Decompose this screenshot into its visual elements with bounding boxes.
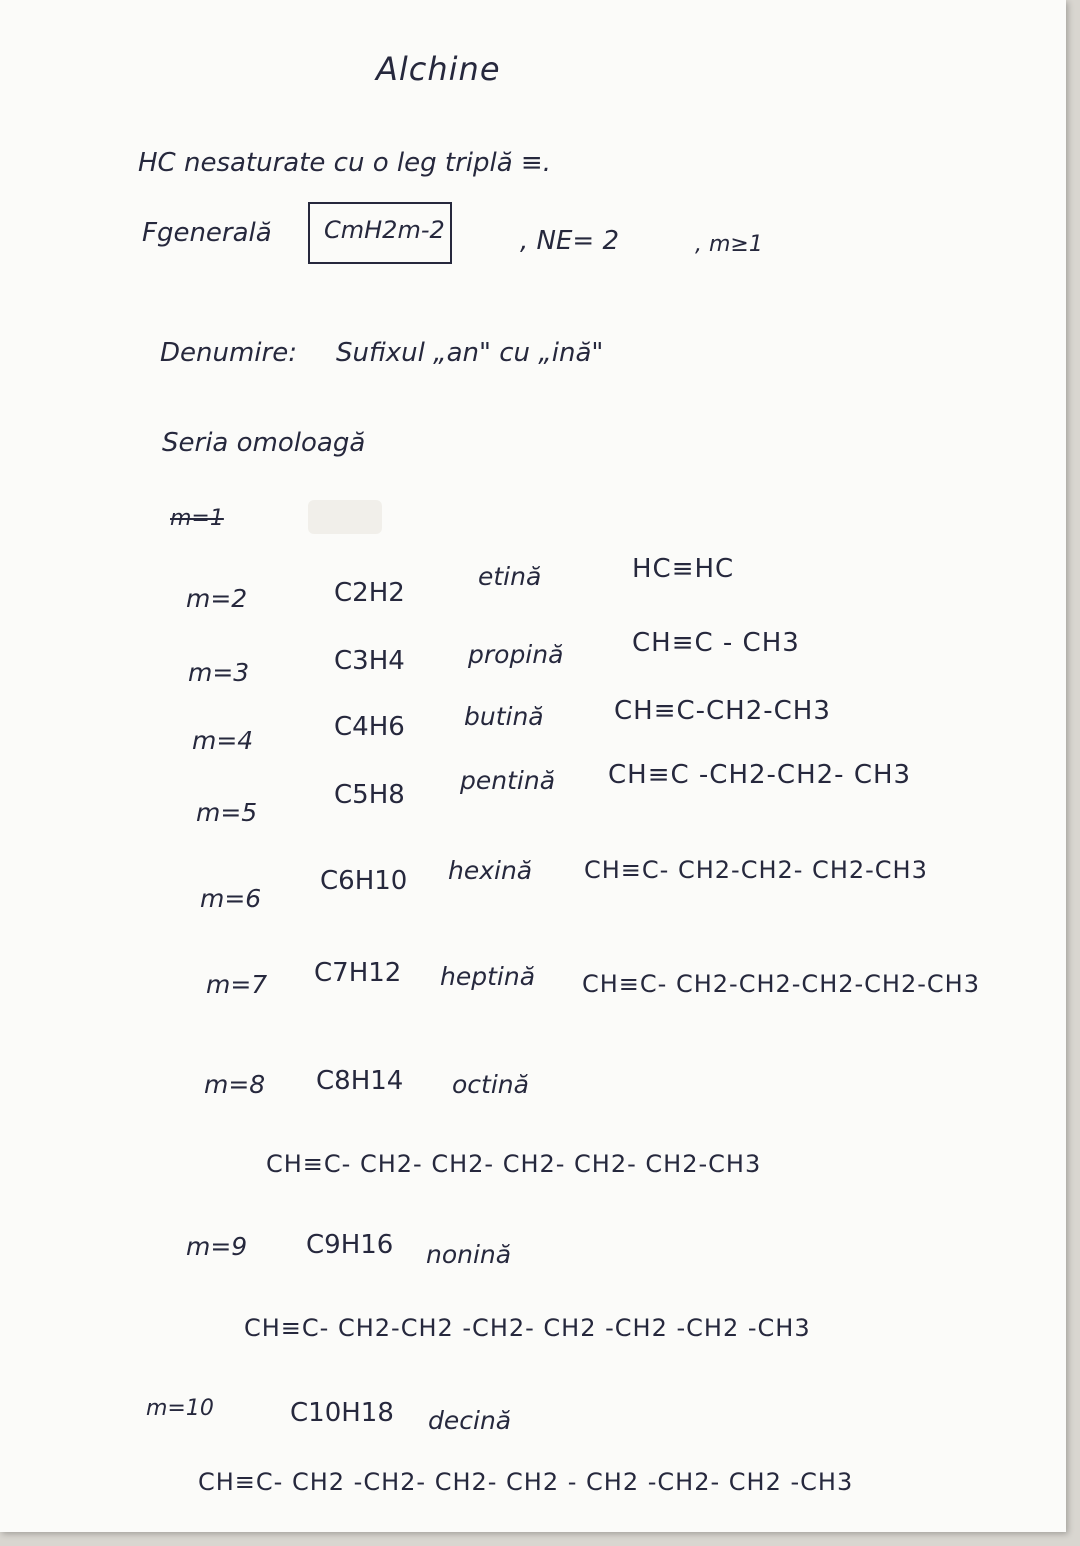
unsaturation-number: , NE= 2 bbox=[520, 226, 619, 256]
series-row-formula: C10H18 bbox=[290, 1398, 394, 1428]
general-formula-label: Fgenerală bbox=[142, 218, 272, 248]
series-row-name: pentină bbox=[460, 766, 556, 795]
series-row-structure: CH≡C - CH3 bbox=[632, 628, 800, 658]
general-formula-box: CmH2m-2 bbox=[308, 202, 452, 264]
series-row-formula: C7H12 bbox=[314, 958, 402, 988]
series-row-structure: CH≡C- CH2 -CH2- CH2- CH2 - CH2 -CH2- CH2 -CH3 bbox=[198, 1468, 854, 1496]
n-condition: , m≥1 bbox=[695, 232, 763, 257]
smudge bbox=[308, 500, 382, 534]
series-row-formula: C4H6 bbox=[334, 712, 405, 742]
series-row-name: octină bbox=[452, 1070, 529, 1099]
series-row-name: hexină bbox=[448, 856, 533, 885]
series-row-name: etină bbox=[478, 562, 542, 591]
series-row-structure: CH≡C- CH2-CH2- CH2-CH3 bbox=[584, 856, 928, 884]
series-row-n: m=3 bbox=[188, 658, 250, 687]
series-row-n: m=4 bbox=[192, 726, 254, 755]
series-heading: Seria omoloagă bbox=[162, 428, 366, 458]
series-row-structure: HC≡HC bbox=[632, 554, 735, 584]
series-row-formula: C2H2 bbox=[334, 578, 405, 608]
series-row-formula: C8H14 bbox=[316, 1066, 404, 1096]
series-row-n: m=6 bbox=[200, 884, 262, 913]
series-row-n: m=2 bbox=[186, 584, 248, 613]
series-row-n: m=8 bbox=[204, 1070, 266, 1099]
series-row-name: propină bbox=[468, 640, 564, 669]
series-row-structure: CH≡C- CH2- CH2- CH2- CH2- CH2-CH3 bbox=[266, 1150, 762, 1178]
series-row-structure: CH≡C- CH2-CH2-CH2-CH2-CH3 bbox=[582, 970, 980, 998]
series-row-formula: C9H16 bbox=[306, 1230, 394, 1260]
series-row-formula: C6H10 bbox=[320, 866, 408, 896]
series-row-name: butină bbox=[464, 702, 544, 731]
series-row-n: m=7 bbox=[206, 970, 268, 999]
series-row-name: heptină bbox=[440, 962, 536, 991]
series-row-name: nonină bbox=[426, 1240, 512, 1269]
series-row-structure: CH≡C- CH2-CH2 -CH2- CH2 -CH2 -CH2 -CH3 bbox=[244, 1314, 811, 1342]
naming-rule: Sufixul „an" cu „ină" bbox=[336, 338, 604, 368]
series-row-name: decină bbox=[428, 1406, 512, 1435]
series-row-n: m=9 bbox=[186, 1232, 248, 1261]
series-row-structure: CH≡C-CH2-CH3 bbox=[614, 696, 831, 726]
series-row-formula: C5H8 bbox=[334, 780, 405, 810]
crossed-out-n1: m=1 bbox=[170, 506, 224, 531]
page-title: Alchine bbox=[376, 50, 501, 88]
series-row-n: m=5 bbox=[196, 798, 258, 827]
definition-text: HC nesaturate cu o leg triplă ≡. bbox=[138, 148, 551, 178]
series-row-formula: C3H4 bbox=[334, 646, 405, 676]
series-row-structure: CH≡C -CH2-CH2- CH3 bbox=[608, 760, 912, 790]
naming-label: Denumire: bbox=[160, 338, 297, 368]
series-row-n: m=10 bbox=[146, 1396, 214, 1421]
